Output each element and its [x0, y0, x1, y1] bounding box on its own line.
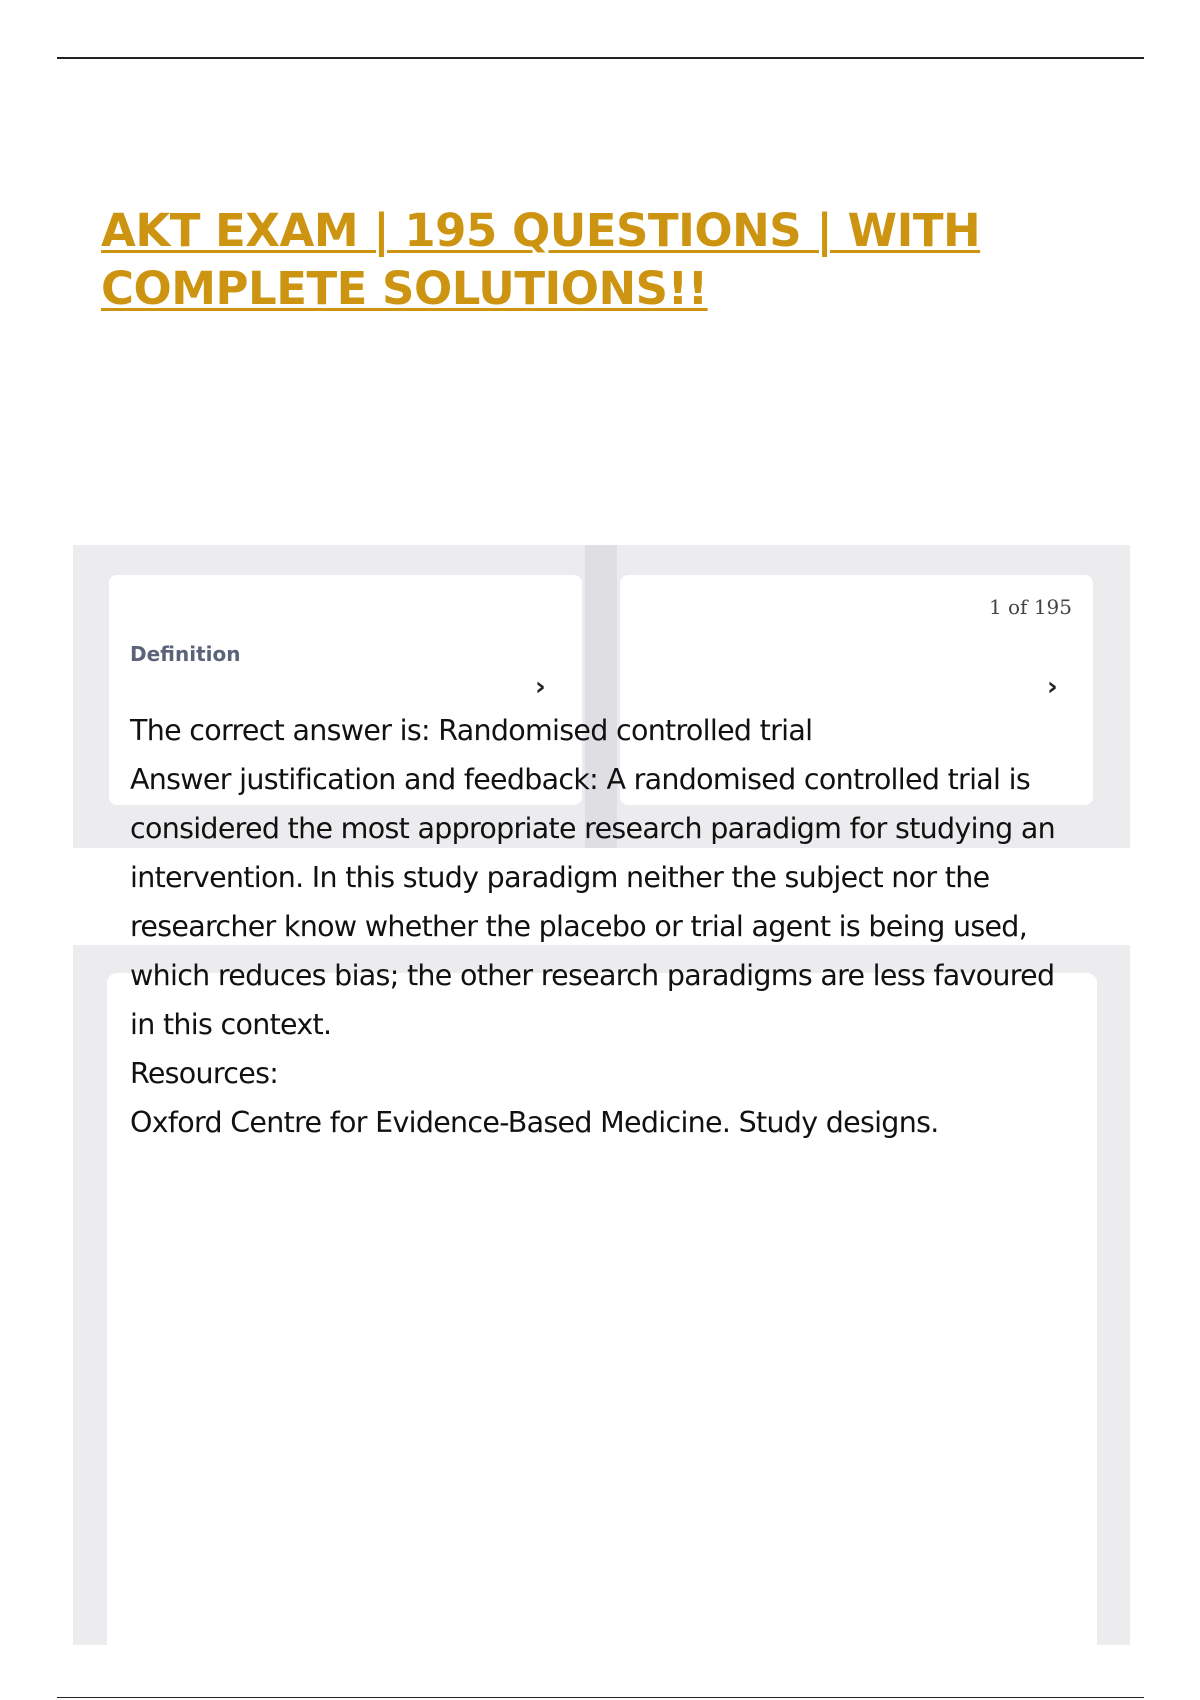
- answer-line: in this context.: [130, 1008, 332, 1041]
- resource-item: Oxford Centre for Evidence-Based Medicine. Study designs.: [130, 1106, 939, 1139]
- definition-label: Definition: [130, 642, 241, 666]
- bottom-rule: [57, 1697, 1144, 1698]
- document-title: AKT EXAM | 195 QUESTIONS | WITH COMPLETE SOLUTIONS!!: [101, 204, 981, 315]
- top-rule: [57, 57, 1144, 59]
- answer-line: researcher know whether the placebo or trial agent is being used,: [130, 910, 1028, 943]
- answer-line: considered the most appropriate research paradigm for studying an: [130, 812, 1056, 845]
- answer-line: intervention. In this study paradigm neither the subject nor the: [130, 861, 990, 894]
- answer-text: [130, 706, 1080, 1147]
- card-counter: 1 of 195: [988, 595, 1072, 619]
- answer-line: which reduces bias; the other research paradigms are less favoured: [130, 959, 1055, 992]
- resources-heading: Resources:: [130, 1057, 279, 1090]
- chevron-right-icon[interactable]: ›: [535, 672, 546, 702]
- answer-line: The correct answer is: Randomised controlled trial: [130, 714, 813, 747]
- chevron-right-icon[interactable]: ›: [1047, 672, 1058, 702]
- answer-line: Answer justification and feedback: A randomised controlled trial is: [130, 763, 1031, 796]
